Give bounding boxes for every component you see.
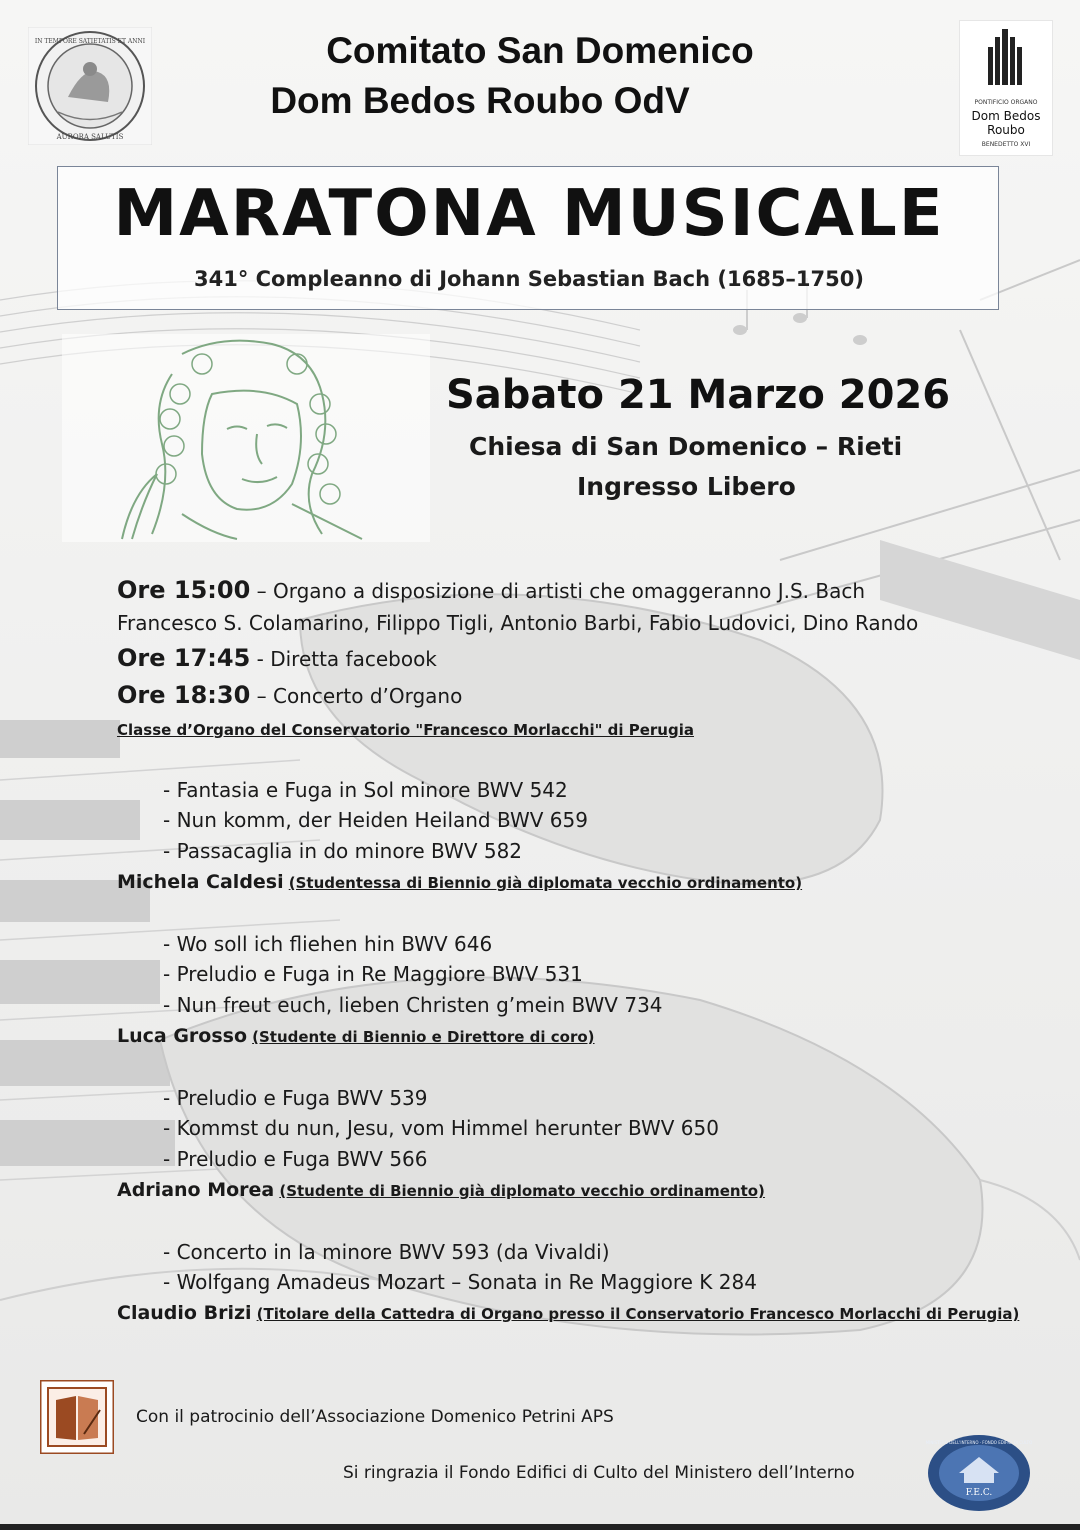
logo-bottom-text: BENEDETTO XVI xyxy=(981,141,1031,148)
performer-line xyxy=(117,1025,595,1047)
program-piece: - Fantasia e Fuga in Sol minore BWV 542 xyxy=(163,778,568,802)
performer-note: (Titolare della Cattedra di Organo presso il Conservatorio Francesco Morlacchi di Perugia) xyxy=(256,1305,1020,1323)
title-box xyxy=(57,166,999,310)
performer-line xyxy=(117,1179,765,1201)
artists-line: Francesco S. Colamarino, Filippo Tigli, Antonio Barbi, Fabio Ludovici, Dino Rando xyxy=(117,611,919,635)
fec-ministry-seal-icon xyxy=(926,1433,1032,1513)
schedule-item xyxy=(117,681,462,709)
program-piece: - Wo soll ich fliehen hin BWV 646 xyxy=(163,932,493,956)
program-piece: - Preludio e Fuga BWV 539 xyxy=(163,1086,428,1110)
fec-logo-text: F.E.C. xyxy=(965,1488,993,1498)
program-piece: - Preludio e Fuga in Re Maggiore BWV 531 xyxy=(163,962,583,986)
performer-note: (Studente di Biennio e Direttore di coro) xyxy=(252,1028,595,1046)
dom-bedos-organ-logo xyxy=(959,20,1053,156)
conservatory-class-line: Classe d’Organo del Conservatorio "Francesco Morlacchi" di Perugia xyxy=(117,721,694,739)
event-entry: Ingresso Libero xyxy=(577,472,796,501)
program-piece: - Passacaglia in do minore BWV 582 xyxy=(163,839,523,863)
schedule-item xyxy=(117,576,865,604)
bottom-border xyxy=(0,1524,1080,1530)
performer-name: Luca Grosso xyxy=(117,1025,248,1047)
seal-bottom-text: AURORA SALUTIS xyxy=(56,133,124,141)
performer-name: Michela Caldesi xyxy=(117,871,284,893)
schedule-desc: – Concerto d’Organo xyxy=(250,684,463,708)
bach-portrait-illustration xyxy=(62,334,430,542)
patronage-text: Con il patrocinio dell’Associazione Domenico Petrini APS xyxy=(136,1407,614,1427)
logo-top-text: PONTIFICIO ORGANO xyxy=(974,99,1038,106)
schedule-desc: – Organo a disposizione di artisti che omaggeranno J.S. Bach xyxy=(250,579,866,603)
program-piece: - Kommst du nun, Jesu, vom Himmel herunter BWV 650 xyxy=(163,1116,719,1140)
program-piece: - Wolfgang Amadeus Mozart – Sonata in Re Maggiore K 284 xyxy=(163,1270,757,1294)
program-piece: - Nun komm, der Heiden Heiland BWV 659 xyxy=(163,808,588,832)
performer-name: Adriano Morea xyxy=(117,1179,275,1201)
event-subtitle: 341° Compleanno di Johann Sebastian Bach (1685–1750) xyxy=(194,267,864,291)
schedule-item xyxy=(117,644,437,672)
program-piece: - Preludio e Fuga BWV 566 xyxy=(163,1147,428,1171)
seal-ring-text: IN TEMPORE SATIETATIS ET ANNI xyxy=(34,38,146,45)
performer-note: (Studente di Biennio già diplomato vecchio ordinamento) xyxy=(279,1182,765,1200)
organization-name-line-1: Comitato San Domenico xyxy=(326,30,754,71)
schedule-time: Ore 18:30 xyxy=(117,681,251,709)
schedule-time: Ore 17:45 xyxy=(117,644,251,672)
event-date: Sabato 21 Marzo 2026 xyxy=(446,372,951,418)
schedule-desc: - Diretta facebook xyxy=(250,647,437,671)
event-location: Chiesa di San Domenico – Rieti xyxy=(469,432,903,461)
performer-line xyxy=(117,871,802,893)
program-piece: - Concerto in la minore BWV 593 (da Vivaldi) xyxy=(163,1240,610,1264)
organ-pipes-icon xyxy=(986,27,1026,87)
schedule-time: Ore 15:00 xyxy=(117,576,251,604)
performer-note: (Studentessa di Biennio già diplomata vecchio ordinamento) xyxy=(288,874,803,892)
organization-name-line-2: Dom Bedos Roubo OdV xyxy=(270,80,690,121)
logo-name-line-2: Roubo xyxy=(987,123,1025,137)
petrini-association-logo-icon xyxy=(40,1380,114,1454)
event-title: MARATONA MUSICALE xyxy=(113,177,945,251)
fec-ring-text: MINISTERO DELL'INTERNO · FONDO EDIFICI DI CULTO xyxy=(926,1440,1032,1445)
thanks-text: Si ringrazia il Fondo Edifici di Culto del Ministero dell’Interno xyxy=(343,1463,855,1483)
performer-line xyxy=(117,1302,1019,1324)
program-piece: - Nun freut euch, lieben Christen g’mein BWV 734 xyxy=(163,993,663,1017)
logo-name-line-1: Dom Bedos xyxy=(971,109,1041,123)
performer-name: Claudio Brizi xyxy=(117,1302,252,1324)
